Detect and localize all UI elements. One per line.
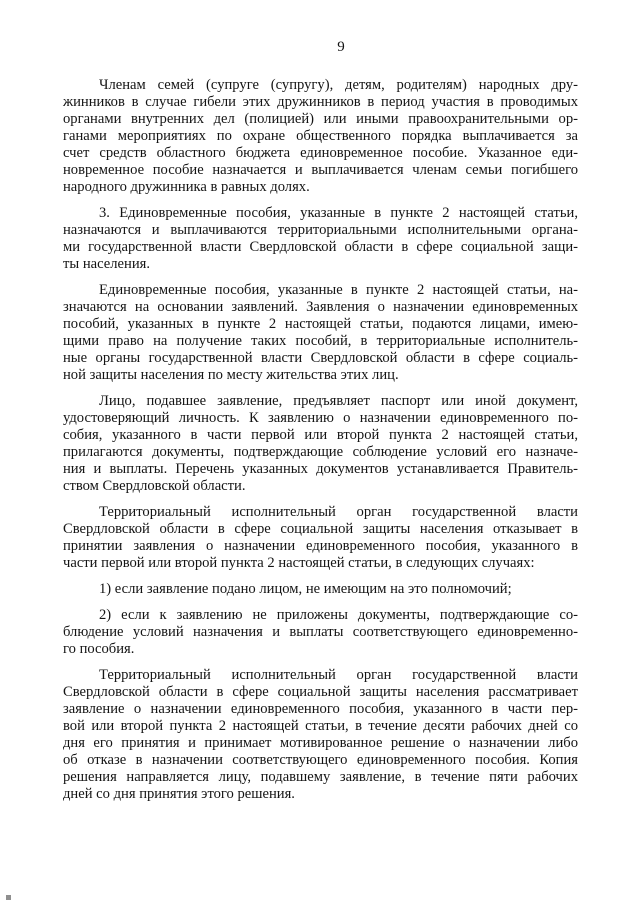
paragraph <box>63 282 578 384</box>
text-line: дня его принятия и принимает мотивированное решение о назначении либо <box>63 735 578 751</box>
text-line: ния и выплаты. Перечень указанных документов устанавливается Правитель- <box>63 461 578 477</box>
text-line: счет средств областного бюджета единовременное пособие. Указанное еди- <box>63 145 578 161</box>
text-line: блюдение условий назначения и выплаты соответствующего единовременно- <box>63 624 578 640</box>
text-line: пособий, указанных в пункте 2 настоящей статьи, подаются лицами, имею- <box>63 316 578 332</box>
text-line: Свердловской области в сфере социальной защиты населения рассматривает <box>63 684 578 700</box>
text-line: принятии заявления о назначении единовременного пособия, указанного в <box>63 538 578 554</box>
text-line: органами внутренних дел (полицией) или иными правоохранительными ор- <box>63 111 578 127</box>
text-line: ной защиты населения по месту жительства этих лиц. <box>63 367 399 383</box>
text-line: заявление о назначении единовременного пособия, указанного в части пер- <box>63 701 578 717</box>
paragraph <box>63 205 578 273</box>
text-line: жинников в случае гибели этих дружинников в период участия в проводимых <box>63 94 578 110</box>
paragraph <box>63 581 578 598</box>
text-line: удостоверяющий личность. К заявлению о назначении единовременного по- <box>63 410 578 426</box>
paragraph <box>63 393 578 495</box>
text-line: ством Свердловской области. <box>63 478 246 494</box>
paragraph <box>63 667 578 803</box>
text-line: вой или второй пункта 2 настоящей статьи, в течение десяти рабочих дней со <box>63 718 578 734</box>
text-line: народного дружинника в равных долях. <box>63 179 310 195</box>
text-line: 2) если к заявлению не приложены документы, подтверждающие со- <box>99 607 578 623</box>
text-line: Территориальный исполнительный орган государственной власти <box>99 667 578 683</box>
text-line: 3. Единовременные пособия, указанные в пункте 2 настоящей статьи, <box>99 205 578 221</box>
page-number: 9 <box>337 39 345 55</box>
text-line: значаются на основании заявлений. Заявления о назначении единовременных <box>63 299 578 315</box>
text-line: Единовременные пособия, указанные в пункте 2 настоящей статьи, на- <box>99 282 578 298</box>
paragraph <box>63 77 578 196</box>
text-line: прилагаются документы, подтверждающие соблюдение условий его назначе- <box>63 444 578 460</box>
text-line: назначаются и выплачиваются территориальными исполнительными органа- <box>63 222 578 238</box>
text-line: ми государственной власти Свердловской области в сфере социальной защи- <box>63 239 578 255</box>
text-line: го пособия. <box>63 641 135 657</box>
text-line: собия, указанного в части первой или второй пункта 2 настоящей статьи, <box>63 427 578 443</box>
text-line: Членам семей (супруге (супругу), детям, родителям) народных дру- <box>99 77 578 93</box>
text-line: части первой или второй пункта 2 настоящей статьи, в следующих случаях: <box>63 555 535 571</box>
text-line: решения направляется лицу, подавшему заявление, в течение пяти рабочих <box>63 769 578 785</box>
text-line: дней со дня принятия этого решения. <box>63 786 295 802</box>
paragraph <box>63 504 578 572</box>
text-line: ты населения. <box>63 256 150 272</box>
text-line: Лицо, подавшее заявление, предъявляет паспорт или иной документ, <box>99 393 578 409</box>
text-line: 1) если заявление подано лицом, не имеющим на это полномочий; <box>99 581 512 597</box>
text-line: Свердловской области в сфере социальной защиты населения отказывает в <box>63 521 578 537</box>
scan-artifact <box>6 895 11 900</box>
text-line: щими право на получение таких пособий, в территориальные исполнитель- <box>63 333 578 349</box>
paragraph <box>63 607 578 658</box>
text-line: ные органы государственной власти Свердловской области в сфере социаль- <box>63 350 578 366</box>
document-body <box>63 77 578 812</box>
text-line: ганами мероприятиях по охране общественного порядка выплачивается за <box>63 128 578 144</box>
text-line: Территориальный исполнительный орган государственной власти <box>99 504 578 520</box>
text-line: об отказе в назначении соответствующего единовременного пособия. Копия <box>63 752 578 768</box>
text-line: новременное пособие назначается и выплачивается членам семьи погибшего <box>63 162 578 178</box>
